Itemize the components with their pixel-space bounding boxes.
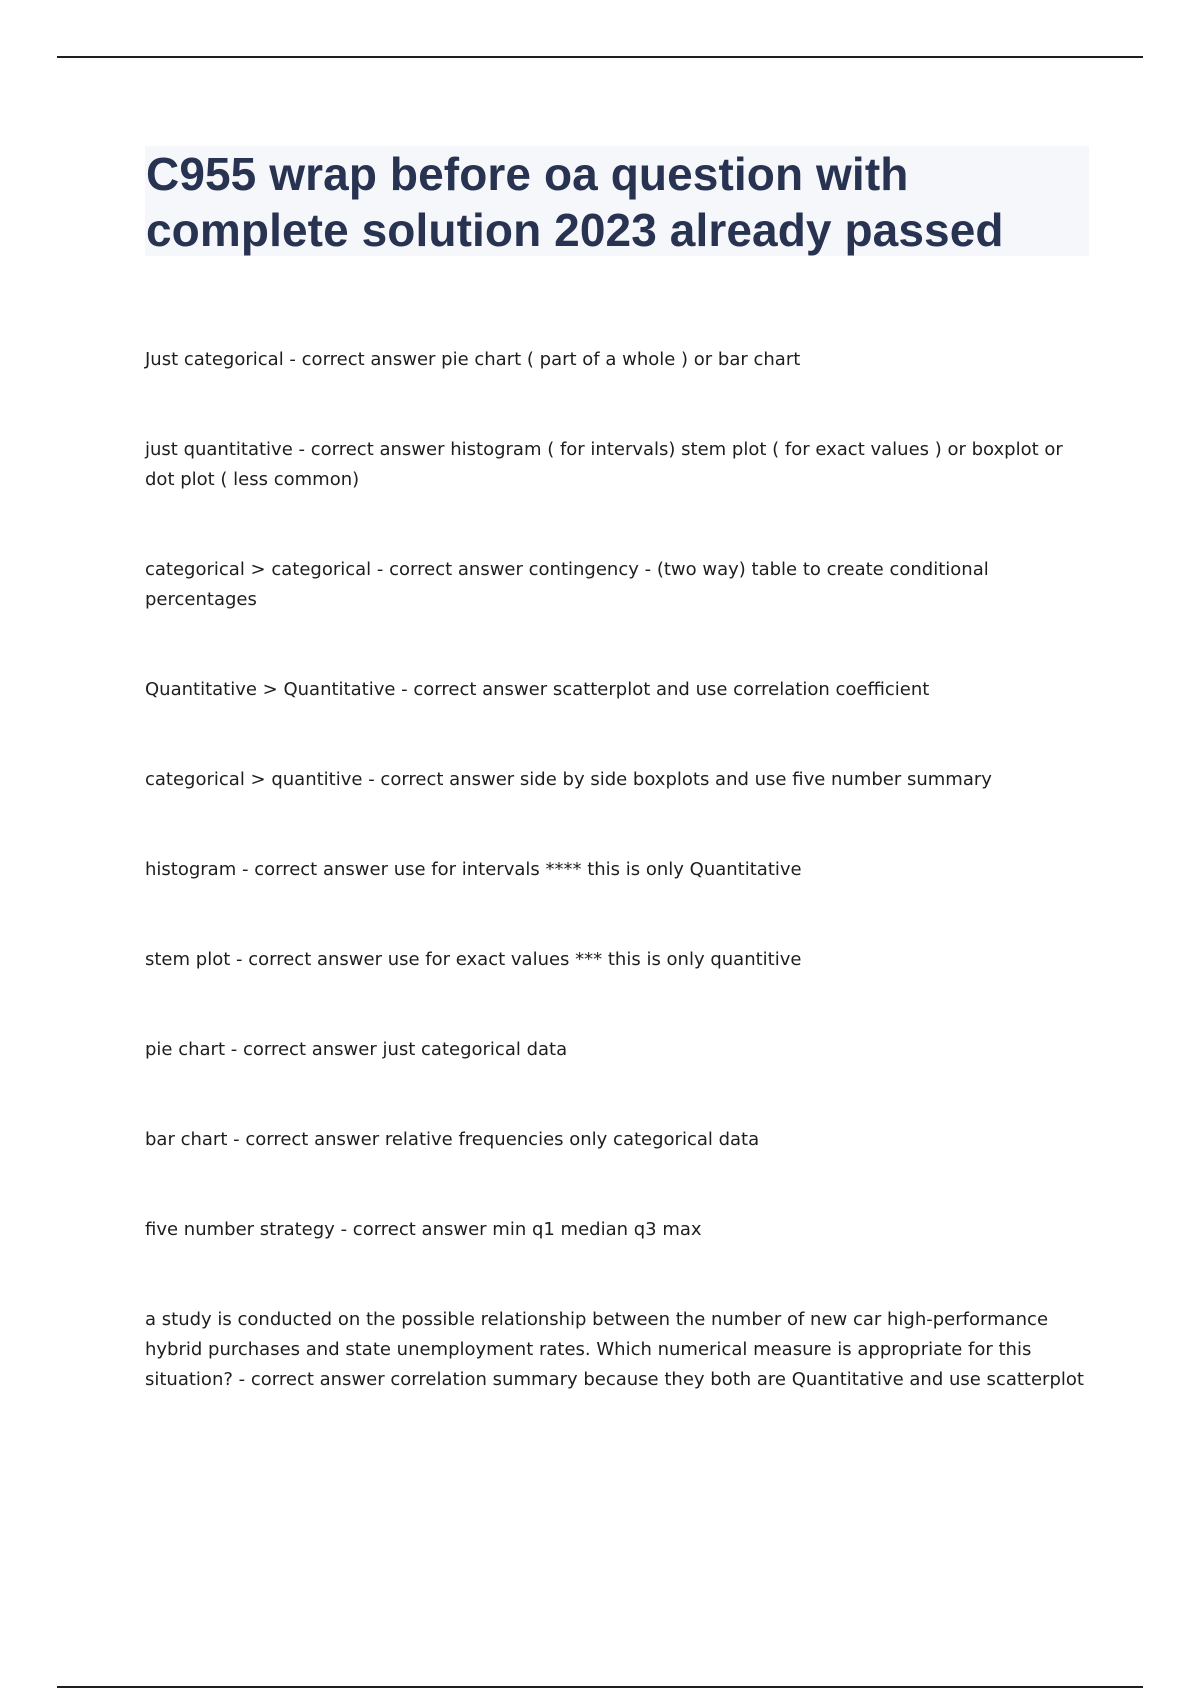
- qa-item: [145, 945, 1095, 975]
- answer-label: correct answer: [301, 349, 436, 370]
- title-banner: [145, 146, 1089, 256]
- answer-label: correct answer: [310, 439, 445, 460]
- answer-text: contingency - (two way) table to create conditional percentages: [145, 559, 989, 610]
- answer-text: scatterplot and use correlation coefficient: [552, 679, 930, 700]
- answer-label: correct answer: [248, 949, 382, 970]
- answer-text: min q1 median q3 max: [492, 1219, 702, 1240]
- qa-item: [145, 1215, 1095, 1245]
- answer-text: histogram ( for intervals) stem plot ( for exact values ) or boxplot or dot plot ( less common): [145, 439, 1063, 490]
- qa-item: [145, 345, 1095, 375]
- qa-item: [145, 855, 1095, 885]
- document-title: C955 wrap before oa question with complete solution 2023 already passed: [146, 148, 1004, 256]
- answer-label: correct answer: [245, 1129, 380, 1150]
- question-text: a study is conducted on the possible relationship between the number of new car high-performance hybrid purchases and state unemployment rates. Which numerical measure is appropriate for this situation?: [145, 1309, 1049, 1390]
- qa-item: [145, 1125, 1095, 1155]
- question-text: stem plot: [145, 949, 231, 970]
- top-rule: [57, 56, 1143, 58]
- question-text: histogram: [145, 859, 237, 880]
- answer-text: correlation summary because they both are Quantitative and use scatterplot: [390, 1369, 1084, 1390]
- answer-label: correct answer: [250, 1369, 385, 1390]
- answer-text: pie chart ( part of a whole ) or bar chart: [441, 349, 801, 370]
- answer-text: use for exact values *** this is only quantitive: [387, 949, 802, 970]
- answer-label: correct answer: [389, 559, 523, 580]
- answer-label: correct answer: [380, 769, 515, 790]
- answer-label: correct answer: [242, 1039, 377, 1060]
- question-text: categorical > quantitive: [145, 769, 363, 790]
- bottom-rule: [57, 1686, 1143, 1688]
- question-text: just quantitative: [145, 439, 293, 460]
- question-text: categorical > categorical: [145, 559, 372, 580]
- question-text: Quantitative > Quantitative: [145, 679, 396, 700]
- qa-list: [145, 345, 1095, 1455]
- qa-item: [145, 435, 1095, 495]
- question-text: five number strategy: [145, 1219, 335, 1240]
- answer-label: correct answer: [413, 679, 548, 700]
- qa-item: [145, 675, 1095, 705]
- qa-item: [145, 765, 1095, 795]
- answer-text: just categorical data: [382, 1039, 568, 1060]
- question-text: Just categorical: [145, 349, 284, 370]
- answer-text: relative frequencies only categorical data: [384, 1129, 760, 1150]
- qa-item: [145, 555, 1095, 615]
- qa-item: [145, 1305, 1095, 1395]
- answer-text: use for intervals **** this is only Quantitative: [393, 859, 802, 880]
- answer-label: correct answer: [352, 1219, 487, 1240]
- qa-item: [145, 1035, 1095, 1065]
- answer-label: correct answer: [254, 859, 388, 880]
- question-text: bar chart: [145, 1129, 228, 1150]
- question-text: pie chart: [145, 1039, 226, 1060]
- answer-text: side by side boxplots and use five number summary: [519, 769, 992, 790]
